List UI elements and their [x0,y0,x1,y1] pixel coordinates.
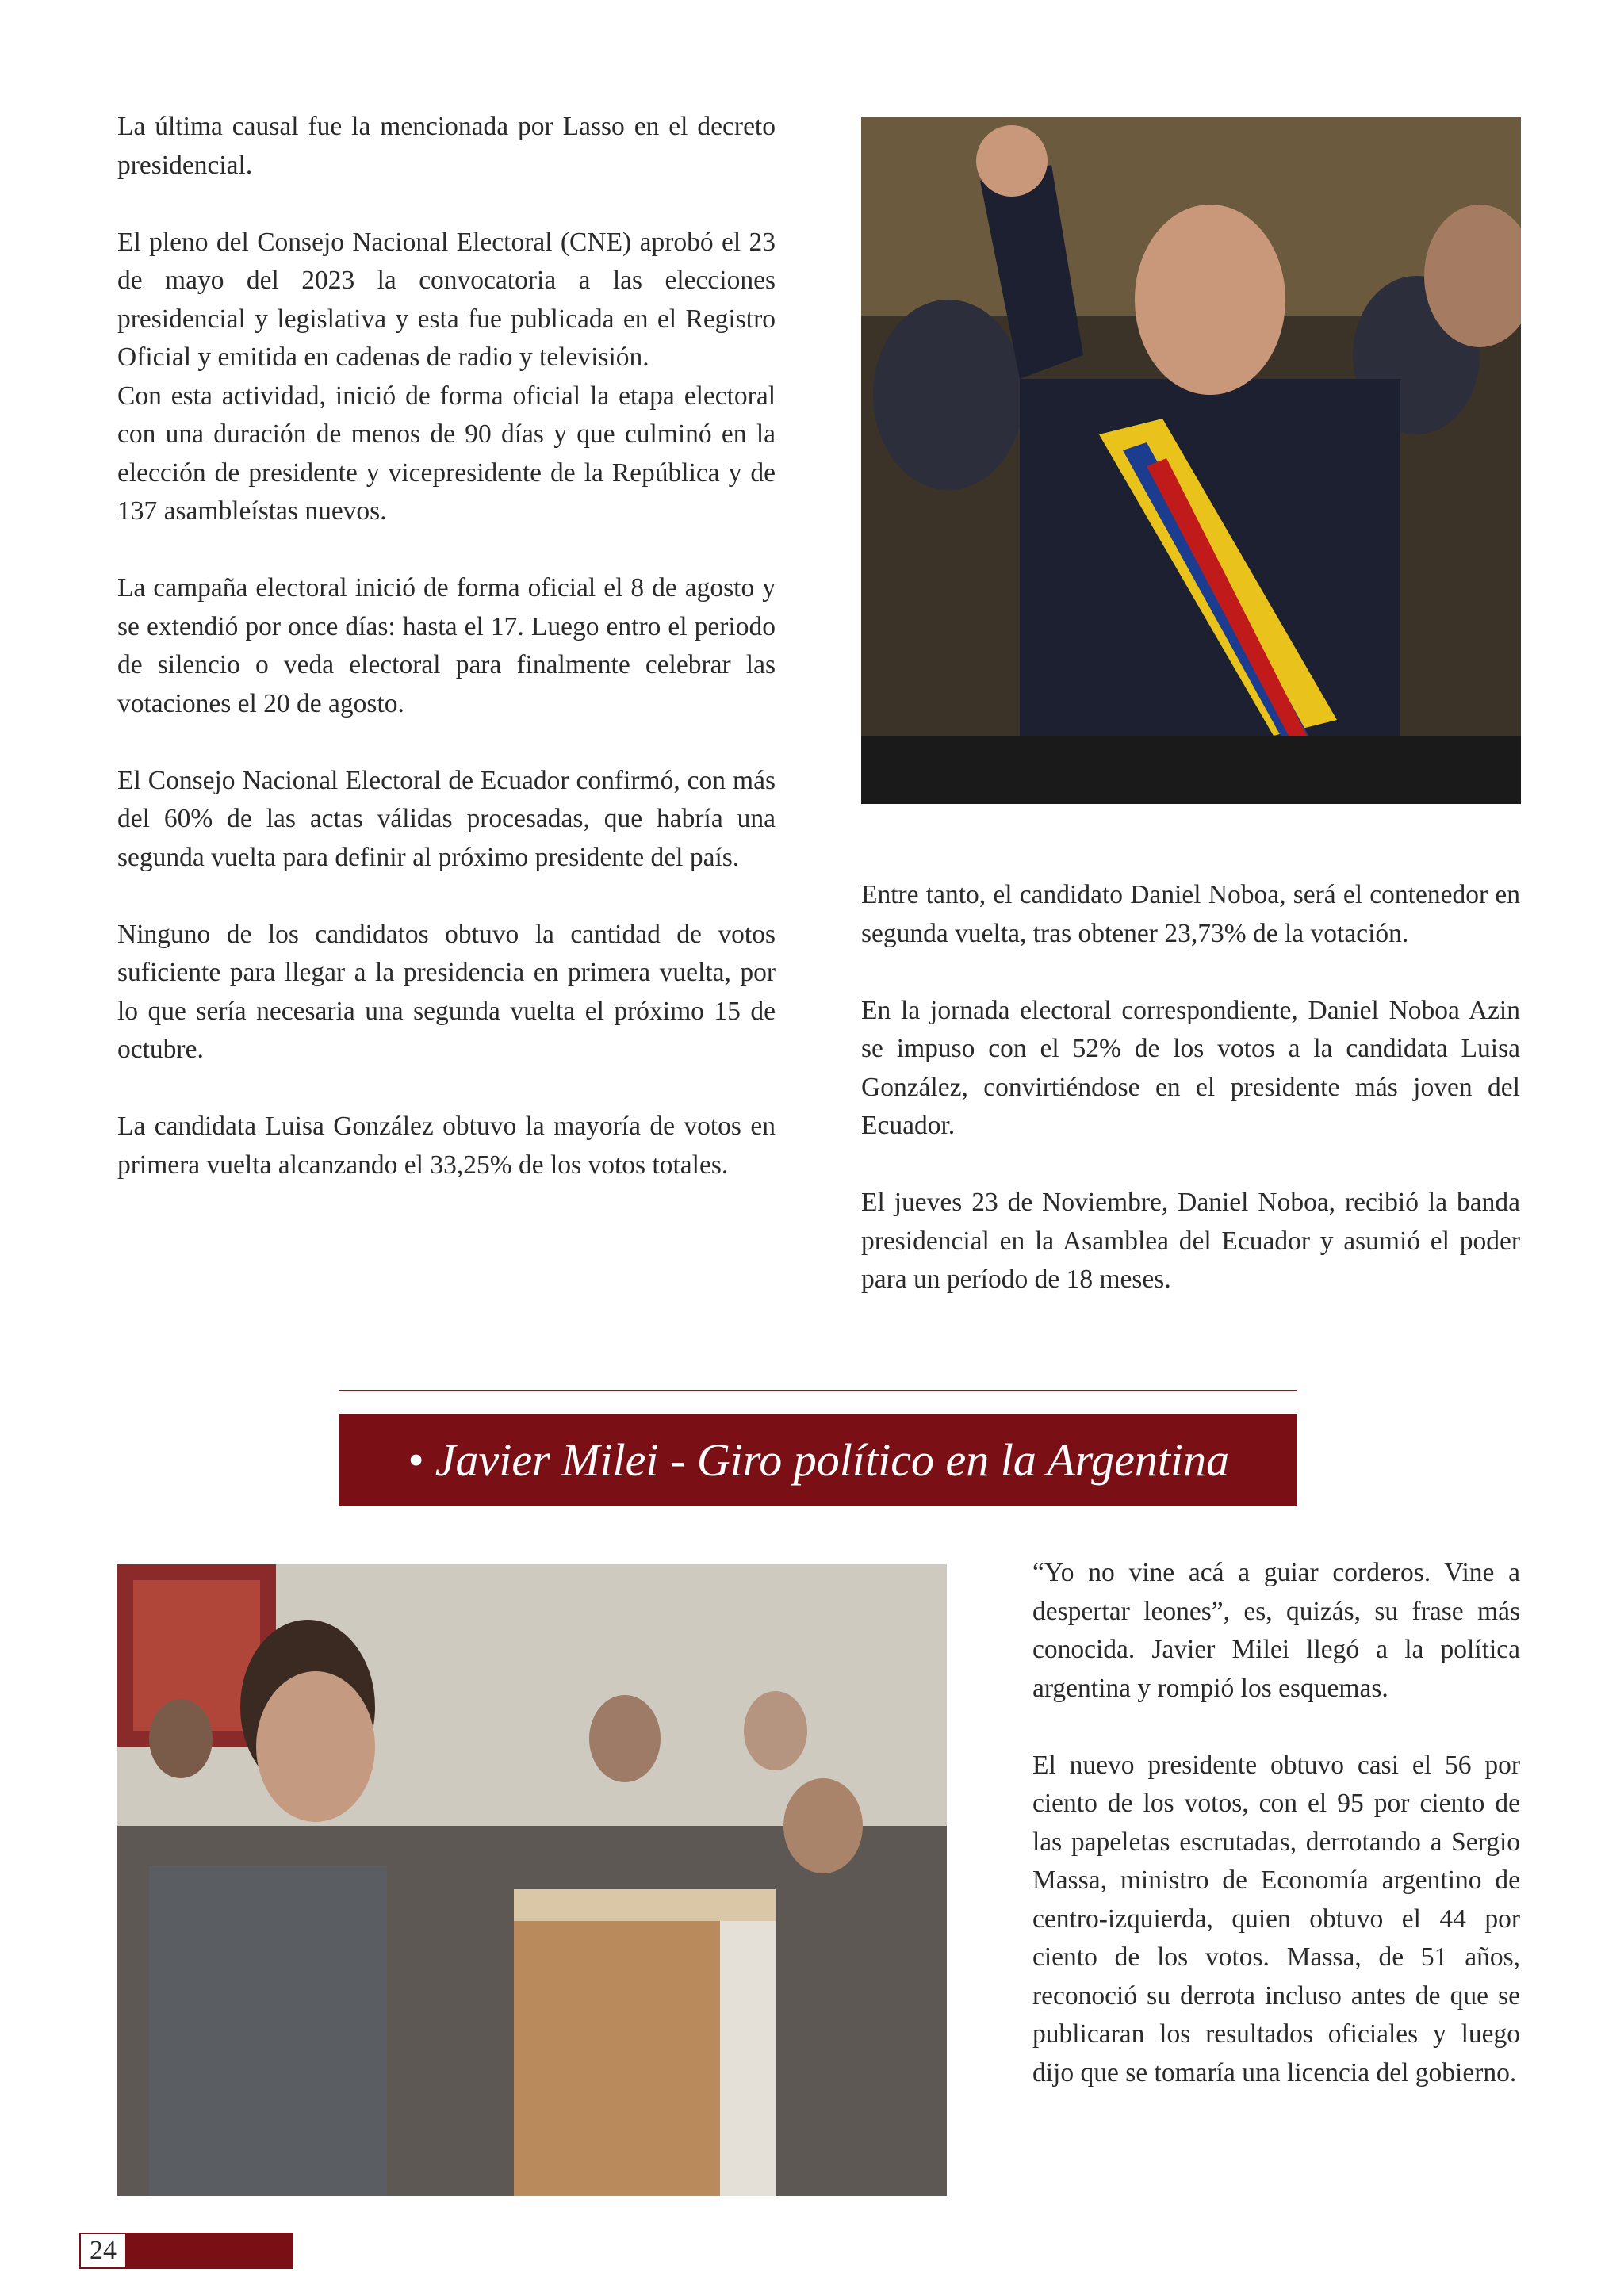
section-title: • Javier Milei - Giro político en la Argentina [407,1433,1230,1486]
photo-illustration [861,117,1521,804]
milei-text-column [1032,1554,1520,2092]
paragraph: Con esta actividad, inició de forma oficial la etapa electoral con una duración de menos de 90 días y que culminó en la elección de presidente y vicepresidente de la República y de 137 asambleístas nuevos. [117,381,776,526]
photo-voting-argentina [117,1564,947,2196]
page-number: 24 [79,2233,127,2269]
paragraph: La candidata Luisa González obtuvo la mayoría de votos en primera vuelta alcanzando el 33,25% de los votos totales. [117,1112,776,1180]
section-divider [339,1390,1297,1391]
paragraph: El nuevo presidente obtuvo casi el 56 por ciento de los votos, con el 95 por ciento de las papeletas escrutadas, derrotando a Sergio Massa, ministro de Economía argentino de centro-izquierda, quien obtuvo el 44 por ciento de los votos. Massa, de 51 años, reconoció su derrota incluso antes de que se publicaran los resultados oficiales y luego dijo que se tomaría una licencia del gobierno. [1032,1750,1520,2087]
paragraph: La campaña electoral inició de forma oficial el 8 de agosto y se extendió por once días: hasta el 17. Luego entro el periodo de silencio o veda electoral para finalmente celebrar las votaciones el 20 de agosto. [117,573,776,718]
paragraph: En la jornada electoral correspondiente, Daniel Noboa Azin se impuso con el 52% de los votos a la candidata Luisa González, convirtiéndose en el presidente más joven del Ecuador. [861,995,1520,1140]
paragraph: Ninguno de los candidatos obtuvo la cantidad de votos suficiente para llegar a la presidencia en primera vuelta, por lo que sería necesaria una segunda vuelta el próximo 15 de octubre. [117,919,776,1064]
paragraph: El pleno del Consejo Nacional Electoral (CNE) aprobó el 23 de mayo del 2023 la convocatoria a las elecciones presidencial y legislativa y esta fue publicada en el Registro Oficial y emitida en cadenas de radio y televisión. [117,227,776,372]
photo-daniel-noboa [861,117,1521,804]
paragraph: El Consejo Nacional Electoral de Ecuador confirmó, con más del 60% de las actas válidas procesadas, que habría una segunda vuelta para definir al próximo presidente del país. [117,765,776,872]
paragraph: “Yo no vine acá a guiar corderos. Vine a despertar leones”, es, quizás, su frase más conocida. Javier Milei llegó a la política argentina y rompió los esquemas. [1032,1558,1520,1703]
left-text-column [117,108,776,1184]
paragraph: La última causal fue la mencionada por Lasso en el decreto presidencial. [117,112,776,180]
paragraph: El jueves 23 de Noviembre, Daniel Noboa, recibió la banda presidencial en la Asamblea del Ecuador y asumió el poder para un período de 18 meses. [861,1188,1520,1294]
section-title-banner [339,1414,1297,1506]
right-text-column [861,876,1520,1299]
paragraph: Entre tanto, el candidato Daniel Noboa, será el contenedor en segunda vuelta, tras obtener 23,73% de la votación. [861,880,1520,948]
photo-illustration [117,1564,947,2196]
